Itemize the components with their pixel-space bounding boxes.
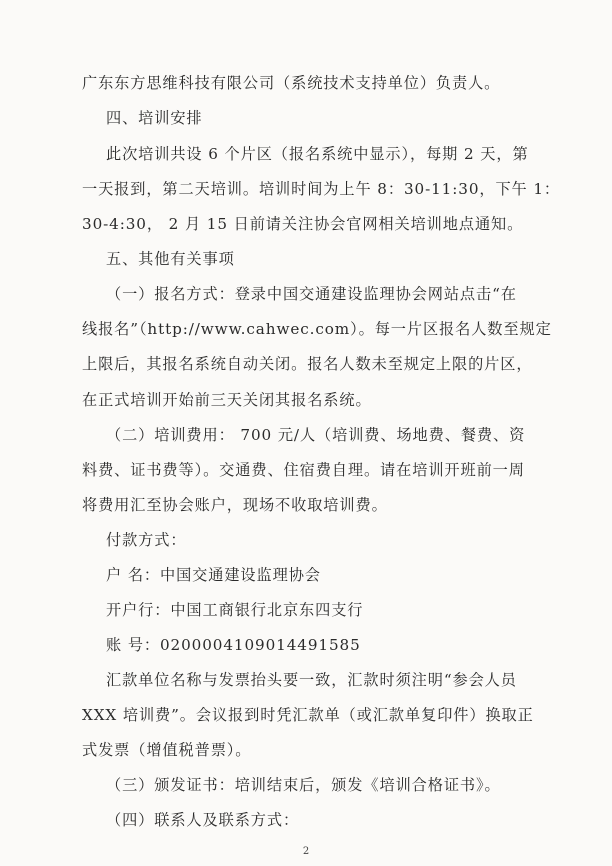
text-line: 开户行：中国工商银行北京东四支行	[106, 601, 364, 619]
page-number: 2	[302, 846, 310, 857]
text-line: XXX 培训费”。会议报到时凭汇款单（或汇款单复印件）换取正	[82, 706, 534, 724]
text-line: 户 名：中国交通建设监理协会	[106, 566, 321, 584]
text-line: 线报名”（http://www.cahwec.com）。每一片区报名人数至规定	[82, 320, 552, 338]
text-line: 一天报到，第二天培训。培训时间为上午 8：30-11:30，下午 1：	[82, 180, 561, 198]
text-line: （四）联系人及联系方式：	[106, 811, 300, 829]
text-line: 汇款单位名称与发票抬头要一致，汇款时须注明“参会人员	[106, 671, 517, 689]
text-line: 在正式培训开始前三天关闭其报名系统。	[82, 391, 372, 409]
text-line: 式发票（增值税普票）。	[82, 741, 252, 759]
text-line: 料费、证书费等）。交通费、住宿费自理。请在培训开班前一周	[82, 461, 525, 479]
text-line: 30-4:30， 2 月 15 日前请关注协会官网相关培训地点通知。	[82, 215, 524, 233]
text-line: 此次培训共设 6 个片区（报名系统中显示），每期 2 天，第	[106, 145, 529, 163]
text-line: 付款方式：	[106, 531, 187, 549]
text-line: （二）培训费用： 700 元/人（培训费、场地费、餐费、资	[106, 426, 526, 444]
text-line: 将费用汇至协会账户，现场不收取培训费。	[82, 496, 388, 514]
section-heading: 五、其他有关事项	[106, 250, 235, 268]
section-heading: 四、培训安排	[106, 109, 203, 127]
text-line: 广东东方思维科技有限公司（系统技术支持单位）负责人。	[82, 74, 501, 92]
text-line: 账 号：0200004109014491585	[106, 636, 361, 654]
text-line: （三）颁发证书：培训结束后，颁发《培训合格证书》。	[106, 776, 501, 794]
text-line: （一）报名方式：登录中国交通建设监理协会网站点击“在	[106, 285, 517, 303]
text-line: 上限后，其报名系统自动关闭。报名人数未至规定上限的片区，	[82, 355, 533, 373]
